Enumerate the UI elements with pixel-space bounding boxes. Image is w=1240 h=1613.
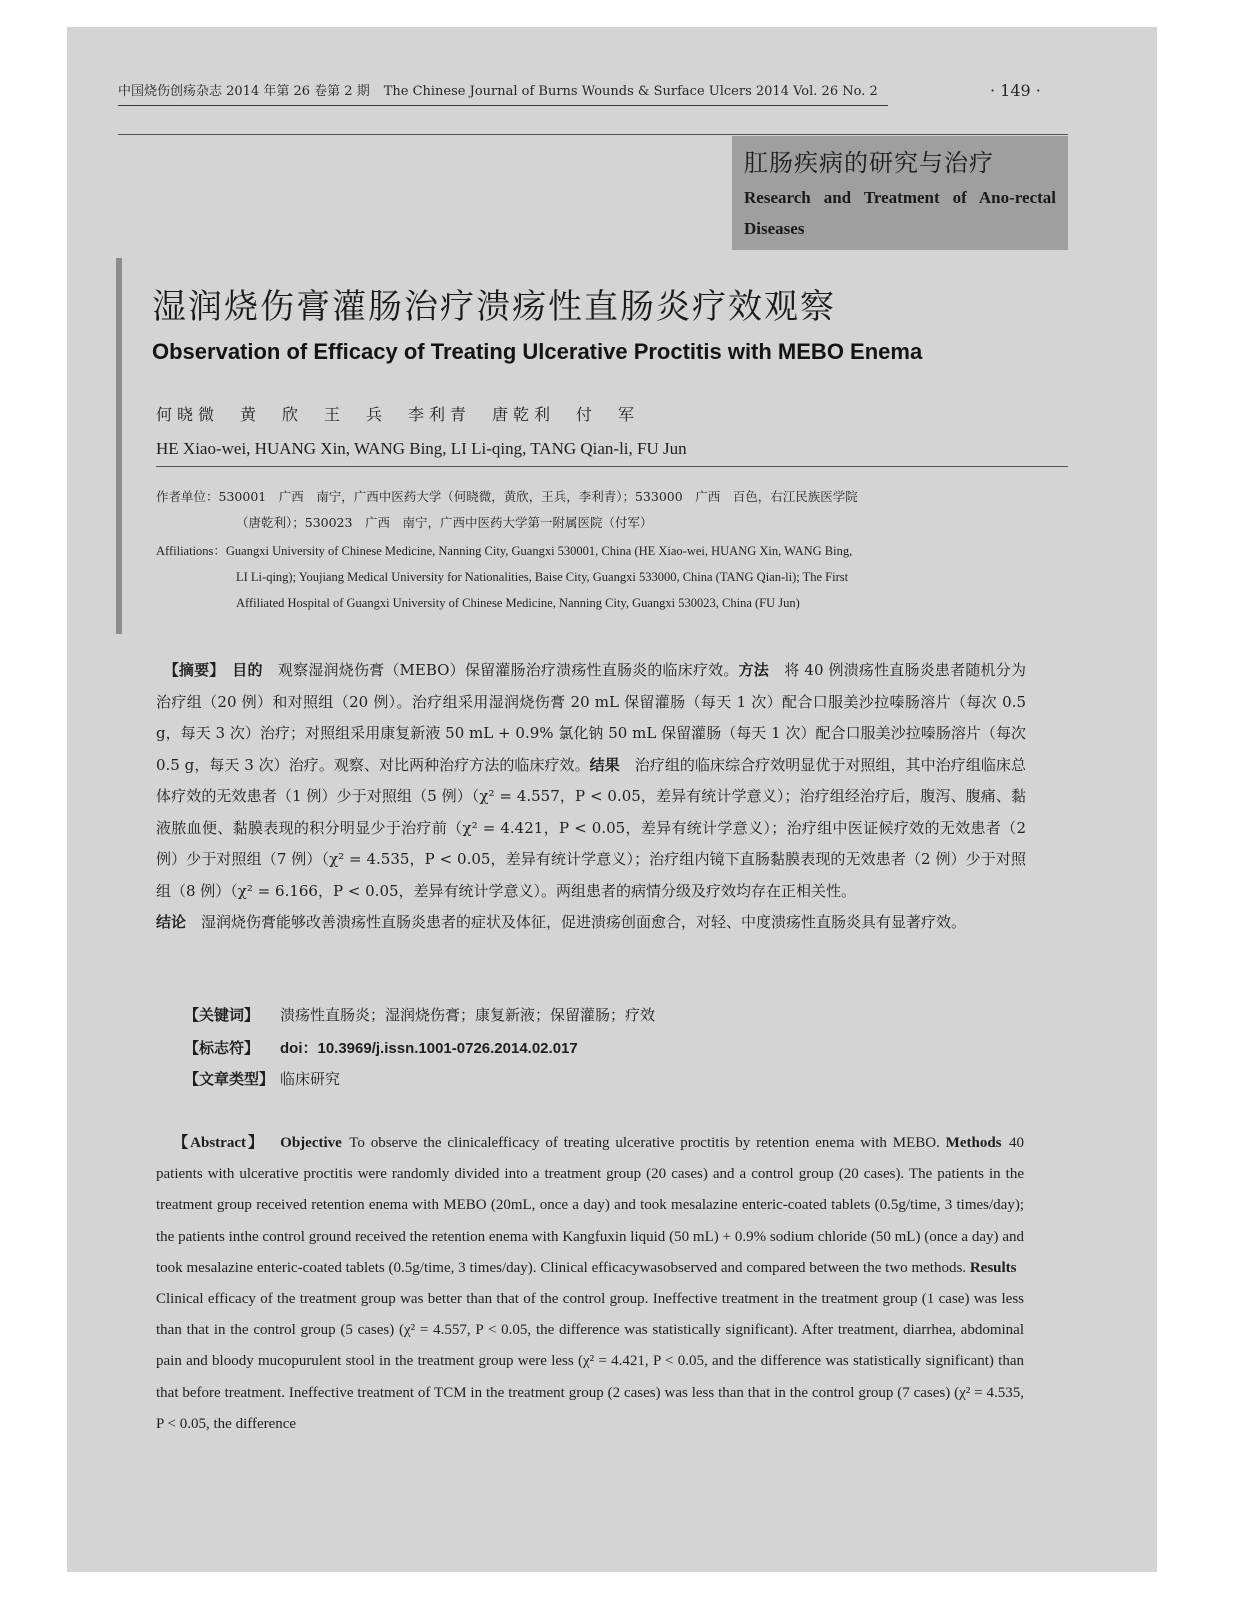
- abstract-cn-label: 【摘要】: [171, 661, 218, 679]
- affiliations-en-line-3: Affiliated Hospital of Guangxi University of Chinese Medicine, Nanning City, Guangxi 530023, China (FU Jun): [236, 596, 800, 610]
- keywords-label: 【关键词】: [184, 1006, 260, 1024]
- article-title-en: Observation of Efficacy of Treating Ulcerative Proctitis with MEBO Enema: [152, 339, 923, 364]
- journal-name-en: The Chinese Journal of Burns Wounds & Surface Ulcers 2014 Vol. 26 No. 2: [383, 84, 878, 99]
- objective-en-label: Objective: [280, 1135, 342, 1151]
- methods-cn: 将 40 例溃疡性直肠炎患者随机分为治疗组（20 例）和对照组（20 例）。治疗组采用湿润烧伤膏 20 mL 保留灌肠（每天 1 次）配合口服美沙拉嗪肠溶片（每次 0.5 g，每天 3 次）治疗；对照组采用康复新液 50 mL + 0.9% 氯化钠 50 mL 保留灌肠（每天 1 次）配合口服美沙拉嗪肠溶片（每次 0.5 g，每天 3 次）治疗。观察、对比两种治疗方法的临床疗效。: [156, 661, 1026, 774]
- affiliations-cn: [156, 484, 1028, 536]
- affiliations-cn-line-1: 530001 广西 南宁，广西中医药大学（何晓微，黄欣，王兵，李利青）；533000 广西 百色，右江民族医学院: [218, 489, 858, 504]
- title-block-top-rule: [118, 134, 1068, 135]
- conclusion-cn-label: 结论: [156, 913, 187, 931]
- methods-en-label: Methods: [945, 1135, 1002, 1151]
- header-rule: [118, 105, 888, 106]
- authors-rule: [156, 466, 1068, 467]
- affiliations-cn-line-2: （唐乾利）；530023 广西 南宁，广西中医药大学第一附属医院（付军）: [236, 515, 653, 530]
- results-en: Clinical efficacy of the treatment group was better than that of the control group. Ineffective treatment in the treatment group (1 case) was less than that in the control group (5 cases) (χ² = 4.557, P < 0.05, the difference was statistically significant). After treatment, diarrhea, abdominal pain and bloody mucopurulent stool in the treatment group were less (χ² = 4.421, P < 0.05, and the difference was statistically significant) than that before treatment. Ineffective treatment of TCM in the treatment group (2 cases) was less than that in the control group (7 cases) (χ² = 4.535, P < 0.05, the difference: [156, 1291, 1024, 1432]
- section-heading-box: [732, 136, 1068, 250]
- affiliations-en: [156, 538, 1028, 616]
- keywords-row: [184, 1003, 655, 1027]
- section-title-cn: 肛肠疾病的研究与治疗: [744, 149, 994, 177]
- authors-en: HE Xiao-wei, HUANG Xin, WANG Bing, LI Li-qing, TANG Qian-li, FU Jun: [156, 439, 687, 458]
- page-number: · 149 ·: [990, 81, 1041, 100]
- methods-cn-label: 方法: [738, 661, 770, 679]
- journal-name-cn: 中国烧伤创疡杂志 2014 年第 26 卷第 2 期: [118, 84, 370, 99]
- article-type-label: 【文章类型】: [184, 1070, 275, 1088]
- affiliations-cn-label: 作者单位：: [156, 489, 219, 504]
- article-type-value: 临床研究: [280, 1070, 341, 1088]
- results-cn: 治疗组的临床综合疗效明显优于对照组，其中治疗组临床总体疗效的无效患者（1 例）少于对照组（5 例）（χ² = 4.557，P < 0.05，差异有统计学意义）；治疗组经治疗后，腹泻、腹痛、黏液脓血便、黏膜表现的积分明显少于治疗前（χ² = 4.421，P < 0.05，差异有统计学意义）；治疗组中医证候疗效的无效患者（2 例）少于对照组（7 例）（χ² = 4.535，P < 0.05，差异有统计学意义）；治疗组内镜下直肠黏膜表现的无效患者（2 例）少于对照组（8 例）（χ² = 6.166，P < 0.05，差异有统计学意义）。两组患者的病情分级及疗效均存在正相关性。: [156, 755, 1026, 900]
- abstract-cn: [156, 655, 1026, 939]
- affiliations-en-label: Affiliations：: [156, 544, 226, 558]
- article-title-cn: 湿润烧伤膏灌肠治疗溃疡性直肠炎疗效观察: [152, 287, 836, 327]
- article-type-row: [184, 1067, 340, 1091]
- running-header: [118, 82, 888, 102]
- abstract-en-label: 【Abstract】: [171, 1135, 266, 1151]
- affiliations-en-line-1: Guangxi University of Chinese Medicine, Nanning City, Guangxi 530001, China (HE Xiao-wei, HUANG Xin, WANG Bing,: [225, 544, 853, 558]
- conclusion-cn: 湿润烧伤膏能够改善溃疡性直肠炎患者的症状及体征，促进溃疡创面愈合，对轻、中度溃疡性直肠炎具有显著疗效。: [201, 913, 967, 931]
- objective-cn-label: 目的: [232, 661, 263, 679]
- section-title-en: Research and Treatment of Ano-rectal Diseases: [744, 188, 1056, 238]
- authors-cn: 何晓微 黄 欣 王 兵 李利青 唐乾利 付 军: [156, 405, 640, 424]
- methods-en: 40 patients with ulcerative proctitis were randomly divided into a treatment group (20 cases) and a control group (20 cases). The patients in the treatment group received retention enema with MEBO (20mL, once a day) and took mesalazine enteric-coated tablets (0.5g/time, 3 times/day); the patients inthe control ground received the retention enema with Kangfuxin liquid (50 mL) + 0.9% sodium chloride (50 mL) (once a day) and took mesalazine enteric-coated tablets (0.5g/time, 3 times/day). Clinical efficacywasobserved and compared between the two methods.: [156, 1135, 1025, 1276]
- abstract-en: [156, 1128, 1024, 1440]
- identifier-row: [184, 1036, 578, 1061]
- results-cn-label: 结果: [589, 755, 620, 774]
- keywords-value: 溃疡性直肠炎；湿润烧伤膏；康复新液；保留灌肠；疗效: [280, 1006, 656, 1024]
- identifier-label: 【标志符】: [184, 1039, 260, 1057]
- title-block-side-bar: [116, 258, 122, 634]
- doi-value: doi：10.3969/j.issn.1001-0726.2014.02.017: [280, 1040, 578, 1057]
- affiliations-en-line-2: LI Li-qing); Youjiang Medical University for Nationalities, Baise City, Guangxi 533000, China (TANG Qian-li); The First: [236, 570, 849, 584]
- results-en-label: Results: [969, 1259, 1017, 1276]
- objective-cn: 观察湿润烧伤膏（MEBO）保留灌肠治疗溃疡性直肠炎的临床疗效。: [277, 661, 739, 679]
- objective-en: To observe the clinicalefficacy of treating ulcerative proctitis by retention enema with MEBO.: [349, 1135, 940, 1151]
